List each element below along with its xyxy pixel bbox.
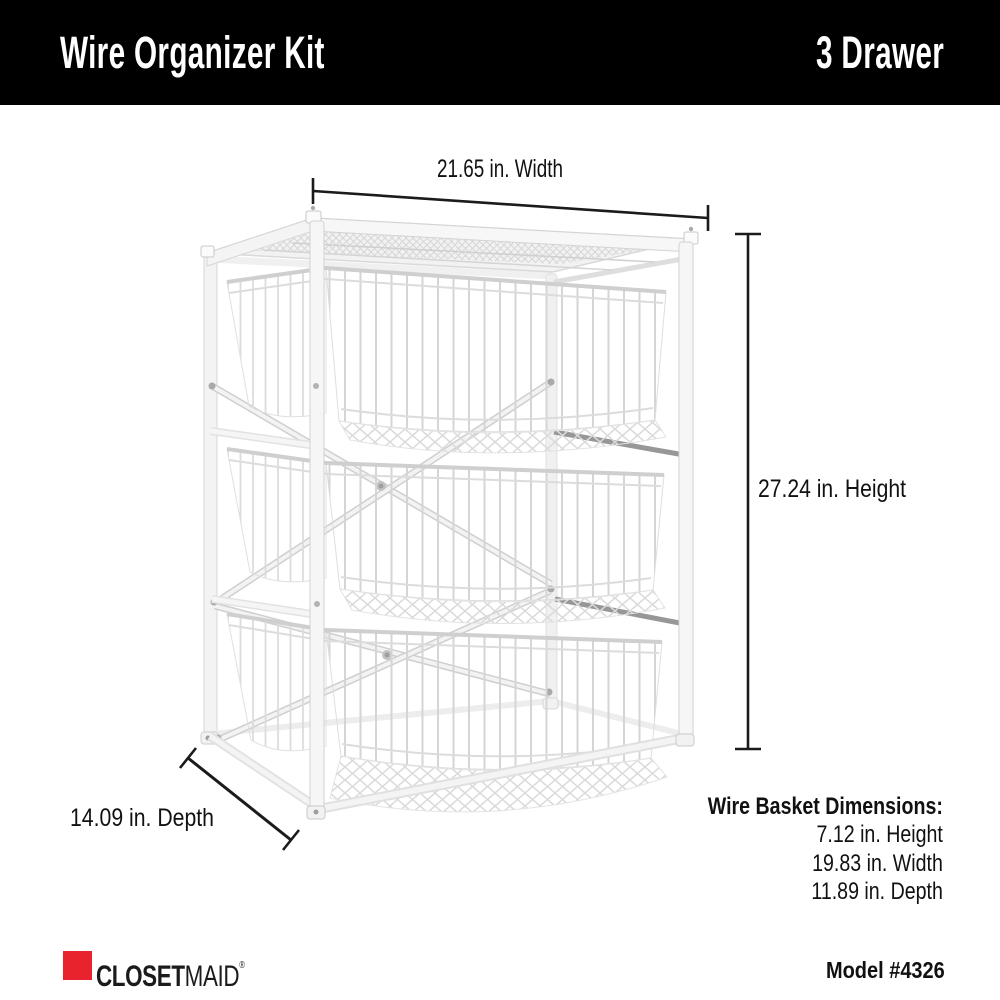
basket-dimensions-heading: Wire Basket Dimensions: — [707, 793, 943, 820]
basket-height-value: 7.12 in. Height — [816, 821, 943, 849]
basket-front-face — [326, 268, 666, 432]
height-dimension-label: 27.24 in. Height — [758, 475, 907, 503]
basket-dimensions-block — [708, 793, 943, 907]
basket-depth-value: 11.89 in. Depth — [811, 878, 943, 906]
brand-logo-mark — [63, 951, 92, 980]
front-right-foot — [676, 734, 694, 746]
brand-name-light: MAID — [184, 960, 240, 993]
depth-dimension-line — [180, 748, 299, 850]
page-title: Wire Organizer Kit — [60, 26, 325, 78]
pivot-screw-icon — [314, 601, 320, 607]
pivot-screw-icon — [313, 383, 319, 389]
cap-screw-icon — [689, 227, 693, 231]
wire-basket-middle — [227, 449, 665, 624]
brand-name-bold: CLOSET — [96, 960, 185, 993]
cap-screw-icon — [311, 206, 315, 210]
drawer-count-label: 3 Drawer — [815, 26, 944, 78]
brand-logo — [63, 951, 291, 991]
corner-cap — [201, 246, 214, 257]
depth-dimension-label: 14.09 in. Depth — [70, 804, 214, 832]
wire-basket-top — [227, 268, 666, 453]
back-left-post — [204, 256, 217, 738]
front-left-post — [310, 221, 324, 811]
foot-screw-icon — [314, 810, 319, 815]
brand-logo-text — [96, 951, 244, 991]
model-number: Model #4326 — [826, 957, 945, 983]
basket-width-value: 19.83 in. Width — [812, 849, 943, 877]
front-right-post — [679, 242, 693, 739]
width-dimension-label: 21.65 in. Width — [437, 155, 563, 183]
registered-trademark-icon: ® — [239, 960, 245, 971]
